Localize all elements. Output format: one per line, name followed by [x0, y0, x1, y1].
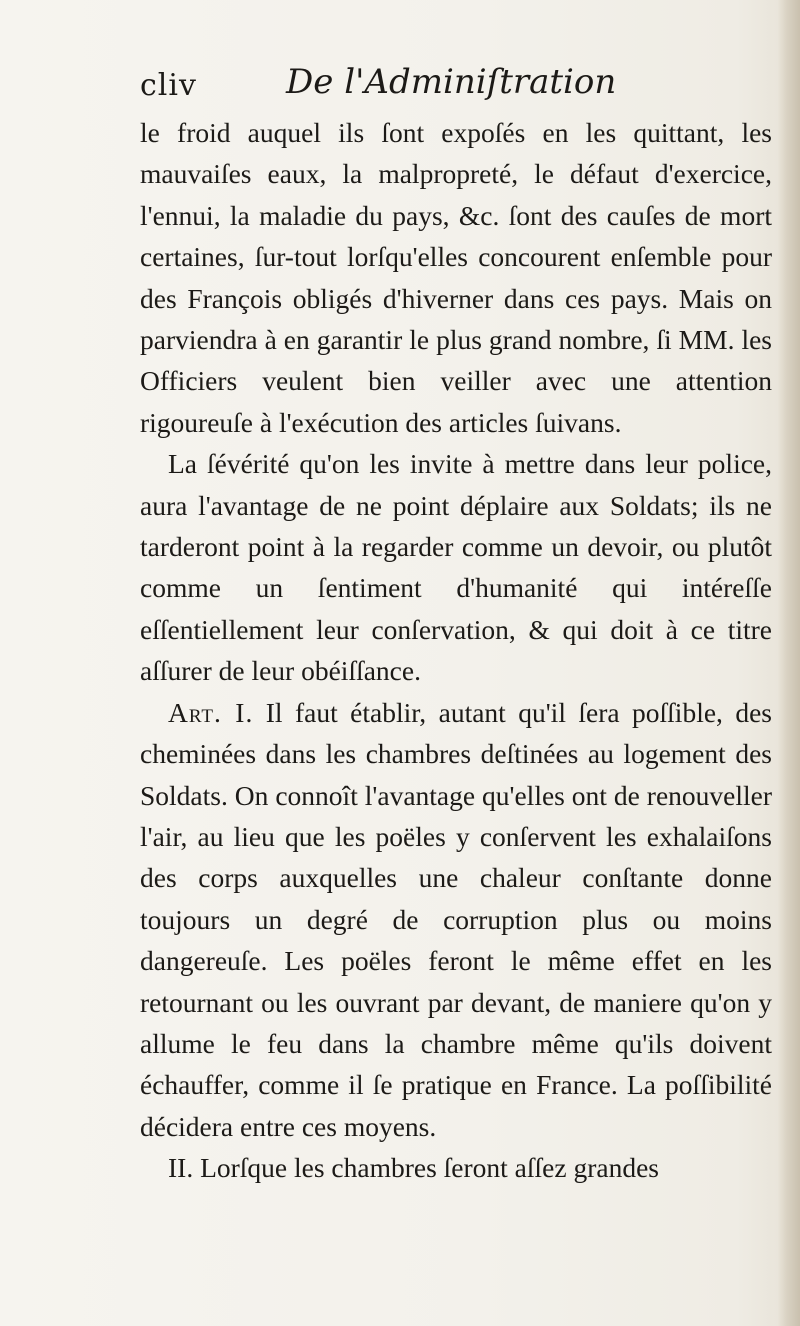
page-header — [140, 62, 700, 112]
body-text — [140, 112, 772, 1189]
article-1-text: Il faut établir, autant qu'il ſera poſſible, des cheminées dans les chambres deſtinées au logement des Soldats. On connoît l'avantage qu'elles ont de renouveller l'air, au lieu que les poëles y conſervent les exhalaiſons des corps auxquelles une chaleur conſtante donne toujours un degré de corruption plus ou moins dangereuſe. Les poëles feront le même effet en les retournant ou les ouvrant par devant, de maniere qu'on y allume le feu dans la chambre même qu'ils doivent échauffer, comme il ſe pratique en France. La poſſibilité décidera entre ces moyens. — [140, 696, 773, 1142]
paragraph-2-text: La ſévérité qu'on les invite à mettre dans leur police, aura l'avantage de ne point déplaire aux Soldats; ils ne tarderont point à la regarder comme un devoir, ou plutôt comme un ſentiment d'humanité qui intéreſſe eſſentiellement leur conſervation, & qui doit à ce titre aſſurer de leur obéiſſance. — [140, 448, 772, 687]
paragraph-1 — [140, 112, 772, 443]
paragraph-article-2 — [140, 1147, 772, 1188]
paragraph-2 — [140, 443, 772, 691]
paragraph-1-text: le froid auquel ils ſont expoſés en les quittant, les mauvaiſes eaux, la malpropreté, le défaut d'exercice, l'ennui, la maladie du pays, &c. ſont des cauſes de mort certaines, ſur-tout lorſqu'elles concourent enſemble pour des François obligés d'hiverner dans ces pays. Mais on parviendra à en garantir le plus grand nombre, ſi MM. les Officiers veulent bien veiller avec une attention rigoureuſe à l'exécution des articles ſuivans. — [140, 117, 772, 438]
running-title: De l'Adminiſtration — [286, 62, 617, 102]
paragraph-article-1 — [140, 692, 772, 1147]
article-1-lead: Art. I. — [168, 696, 254, 728]
page-edge — [778, 0, 800, 1326]
article-2-text: II. Lorſque les chambres ſeront aſſez grandes — [168, 1152, 659, 1184]
page-number: cliv — [140, 68, 197, 103]
